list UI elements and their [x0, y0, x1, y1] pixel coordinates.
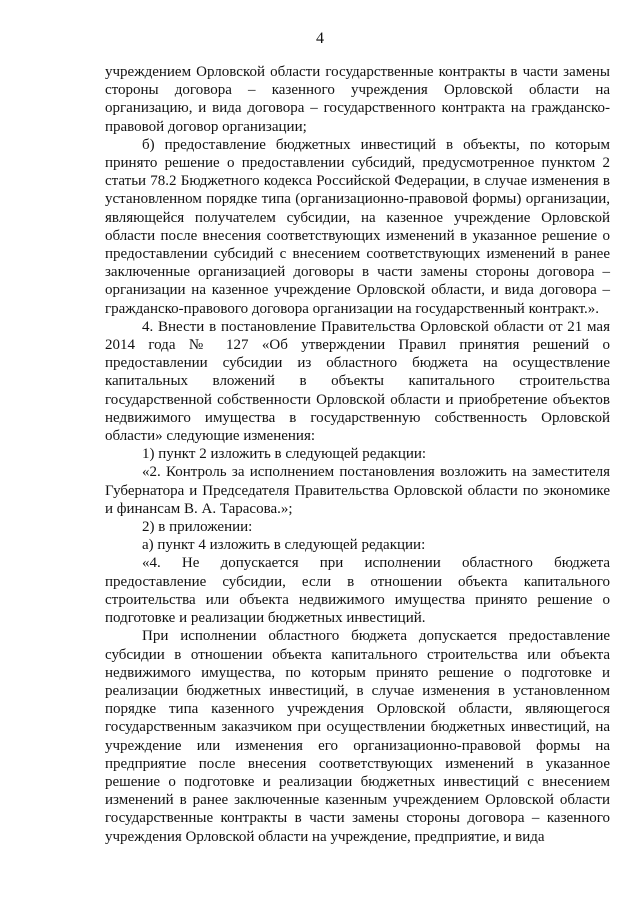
paragraph: а) пункт 4 изложить в следующей редакции:	[142, 537, 426, 554]
paragraph: «2. Контроль за исполнением постановления возложить на заместителя Губернатора и Председателя Правительства Орловской области по экономике и финансам В. А. Тарасова.»;	[105, 464, 610, 517]
document-body	[105, 63, 610, 846]
paragraph: 1) пункт 2 изложить в следующей редакции:	[142, 446, 427, 463]
paragraph: учреждением Орловской области государственные контракты в части замены стороны договора – казенного учреждения Орловской области на организацию, и вида договора – государственного контракта на гражданско-правовой договор организации;	[105, 64, 610, 135]
paragraph: 2) в приложении:	[142, 519, 253, 536]
paragraph: б) предоставление бюджетных инвестиций в объекты, по которым принято решение о предоставлении субсидий, предусмотренное пунктом 2 статьи 78.2 Бюджетного кодекса Российской Федерации, в случае изменения в установленном порядке типа (организационно-правовой формы) организации, являющейся получателем субсидии, на казенное учреждение Орловской области после внесения соответствующих изменений в указанное решение о предоставлении субсидий с внесением соответствующих изменений в ранее заключенные организацией договоры в части замены стороны договора – организации на казенное учреждение Орловской области, и вида договора – гражданско-правового договора организации на государственный контракт.».	[105, 136, 610, 317]
paragraph: «4. Не допускается при исполнении областного бюджета предоставление субсидии, если в отношении объекта капитального строительства или объекта недвижимого имущества принято решение о подготовке и реализации бюджетных инвестиций.	[105, 555, 610, 627]
paragraph: 4. Внести в постановление Правительства Орловской области от 21 мая 2014 года № 127 «Об утверждении Правил принятия решений о предоставлении субсидии из областного бюджета на осуществление капитальных вложений в объекты капитального строительства государственной собственности Орловской области и приобретение объектов недвижимого имущества в государственную собственность Орловской области» следующие изменения:	[105, 318, 610, 445]
page-number: 4	[316, 30, 324, 47]
paragraph: При исполнении областного бюджета допускается предоставление субсидии в отношении объекта капитального строительства или объекта недвижимого имущества, по которым принято решение о подготовке и реализации бюджетных инвестиций, в случае изменения в установленном порядке типа казенного учреждения Орловской области, являющегося государственным заказчиком при осуществлении бюджетных инвестиций, на учреждение или изменения его организационно-правовой формы на предприятие после внесения соответствующих изменений в указанное решение о подготовке и реализации бюджетных инвестиций с внесением изменений в ранее заключенные казенным учреждением Орловской области государственные контракты в части замены стороны договора – казенного учреждения Орловской области на учреждение, предприятие, и вида	[105, 628, 610, 845]
